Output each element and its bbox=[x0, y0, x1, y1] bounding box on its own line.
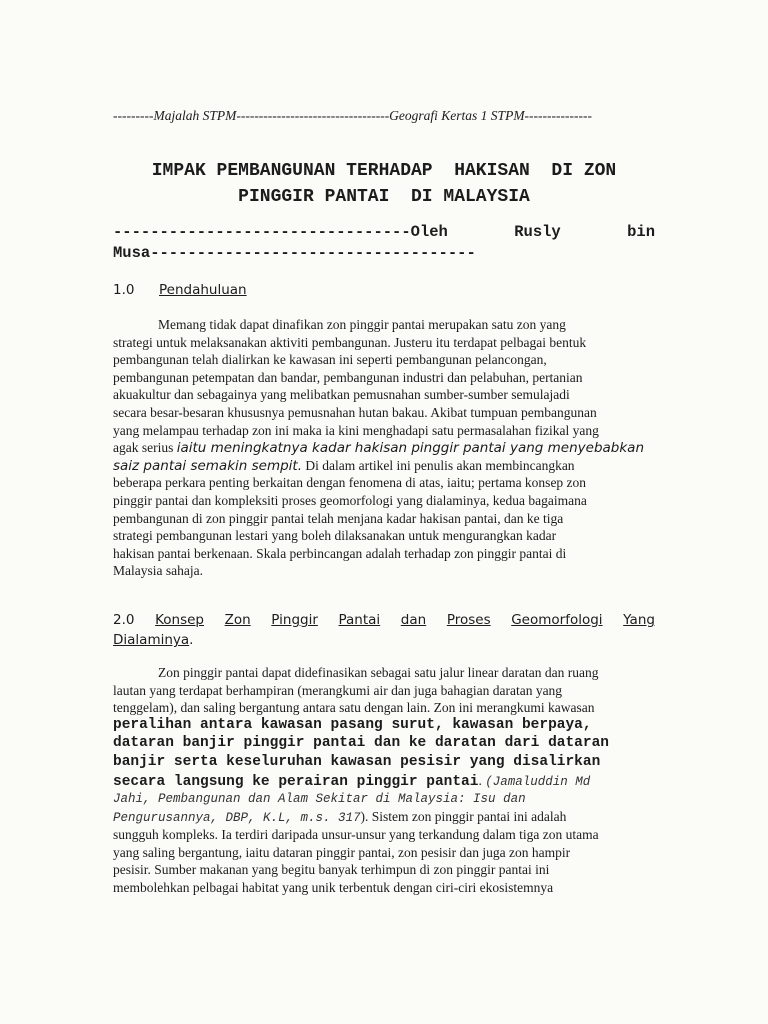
heading-word: Konsep bbox=[155, 612, 204, 628]
text-span: Di dalam artikel ini penulis akan membincangkan bbox=[302, 457, 575, 473]
heading-word: Pantai bbox=[338, 612, 381, 628]
bold-emphasis: secara langsung ke perairan pinggir pantai bbox=[113, 774, 479, 791]
text-line bbox=[113, 457, 655, 475]
text-line: pinggir pantai dan kompleksiti proses geomorfologi yang dialaminya, kedua bagaimana bbox=[113, 492, 587, 508]
text-span: . bbox=[478, 773, 486, 789]
section-heading-row bbox=[113, 630, 655, 650]
section-heading-2 bbox=[113, 610, 655, 650]
running-header: ---------Majalah STPM----------------------------------Geografi Kertas 1 STPM--------------- bbox=[113, 108, 592, 123]
italic-emphasis: saiz pantai semakin sempit. bbox=[113, 457, 303, 474]
author-line-1 bbox=[113, 222, 655, 243]
section-number: 2.0 bbox=[113, 612, 135, 628]
section-heading-1 bbox=[113, 280, 655, 300]
text-line: membolehkan pelbagai habitat yang unik terbentuk dengan ciri-ciri ekosistemnya bbox=[113, 879, 554, 895]
italic-emphasis: iaitu meningkatnya kadar hakisan pinggir pantai yang menyebabkan bbox=[176, 440, 645, 457]
text-line: pembangunan petempatan dan bandar, pembangunan industri dan pelabuhan, pertanian bbox=[113, 369, 583, 385]
heading-word: Proses bbox=[446, 612, 491, 628]
section-heading-row bbox=[113, 610, 655, 630]
text-line bbox=[113, 772, 655, 791]
text-line: akuakultur dan sebagainya yang melibatkan pemusnahan sumber-sumber semulajadi bbox=[113, 387, 570, 403]
heading-word: Zon bbox=[224, 612, 251, 628]
bold-text-line: peralihan antara kawasan pasang surut, kawasan berpaya, bbox=[113, 716, 592, 733]
text-span: ). Sistem zon pinggir pantai ini adalah bbox=[360, 809, 567, 825]
text-line: pembangunan telah dialirkan ke kawasan ini seperti pembangunan pelancongan, bbox=[113, 352, 547, 368]
text-line: Zon pinggir pantai dapat didefinasikan sebagai satu jalur linear daratan dan ruang bbox=[158, 665, 599, 680]
text-line: yang saling bergantung, iaitu dataran pinggir pantai, zon pesisir dan juga zon hampir bbox=[113, 844, 571, 860]
title-line-1: IMPAK PEMBANGUNAN TERHADAP HAKISAN DI ZON bbox=[151, 161, 617, 181]
heading-word: Geomorfologi bbox=[511, 612, 603, 628]
heading-period: . bbox=[189, 632, 194, 648]
citation: (Jamaluddin Md bbox=[485, 775, 591, 790]
text-line: beberapa perkara penting berkaitan dengan fenomena di atas, iaitu; pertama konsep zon bbox=[113, 475, 587, 491]
bold-text-line: banjir serta keseluruhan kawasan pesisir yang disalirkan bbox=[113, 753, 601, 770]
paragraph-pendahuluan bbox=[113, 316, 655, 580]
heading-word: Yang bbox=[623, 612, 655, 628]
citation: Pengurusannya, DBP, K.L, m.s. 317 bbox=[113, 811, 361, 826]
text-line: pesisir. Sumber makanan yang begitu banyak terhimpun di zon pinggir pantai ini bbox=[113, 862, 550, 878]
text-line: Malaysia sahaja. bbox=[113, 563, 203, 579]
heading-word: Pinggir bbox=[271, 612, 318, 628]
text-line: strategi pembangunan lestari yang boleh dilaksanakan untuk mengurangkan kadar bbox=[113, 528, 557, 544]
author-name-part: bin bbox=[627, 223, 655, 241]
text-line bbox=[113, 808, 655, 826]
paragraph-konsep bbox=[113, 664, 655, 896]
heading-word: dan bbox=[400, 612, 427, 628]
author-prefix: --------------------------------Oleh bbox=[113, 223, 448, 241]
text-line: hakisan pantai berkenaan. Skala perbincangan adalah terhadap zon pinggir pantai di bbox=[113, 545, 567, 561]
text-line bbox=[113, 439, 655, 457]
title-line-2: PINGGIR PANTAI DI MALAYSIA bbox=[238, 187, 530, 207]
text-line: strategi untuk melaksanakan aktiviti pembangunan. Justeru itu terdapat pelbagai bentuk bbox=[113, 334, 587, 350]
text-line bbox=[113, 316, 655, 334]
text-span: agak serius bbox=[113, 440, 177, 456]
text-line: yang melampau terhadap zon ini maka ia kini menghadapi satu permasalahan fizikal yang bbox=[113, 422, 599, 438]
author-line-2: Musa----------------------------------- bbox=[113, 244, 476, 262]
section-title: Pendahuluan bbox=[159, 282, 247, 298]
article-title bbox=[113, 158, 655, 210]
heading-word: Dialaminya bbox=[113, 632, 190, 648]
citation-line: Jahi, Pembangunan dan Alam Sekitar di Malaysia: Isu dan bbox=[113, 791, 526, 806]
text-span: Memang tidak dapat dinafikan zon pinggir pantai merupakan satu zon yang bbox=[158, 317, 566, 332]
text-line: sungguh kompleks. Ia terdiri daripada unsur-unsur yang terkandung dalam tiga zon utama bbox=[113, 826, 599, 842]
bold-text-line: dataran banjir pinggir pantai dan ke daratan dari dataran bbox=[113, 735, 609, 752]
text-line: secara besar-besaran khususnya pemusnahan hutan bakau. Akibat tumpuan pembangunan bbox=[113, 404, 597, 420]
text-line: tenggelam), dan saling bergantung antara satu dengan lain. Zon ini merangkumi kawasan bbox=[113, 700, 595, 716]
section-number: 1.0 bbox=[113, 282, 135, 298]
author-line bbox=[113, 222, 655, 264]
text-line: pembangunan di zon pinggir pantai telah menjana kadar hakisan pantai, dan ke tiga bbox=[113, 510, 564, 526]
text-line: lautan yang terdapat berhampiran (merangkumi air dan juga bahagian daratan yang bbox=[113, 682, 563, 698]
author-name-part: Rusly bbox=[514, 223, 561, 241]
